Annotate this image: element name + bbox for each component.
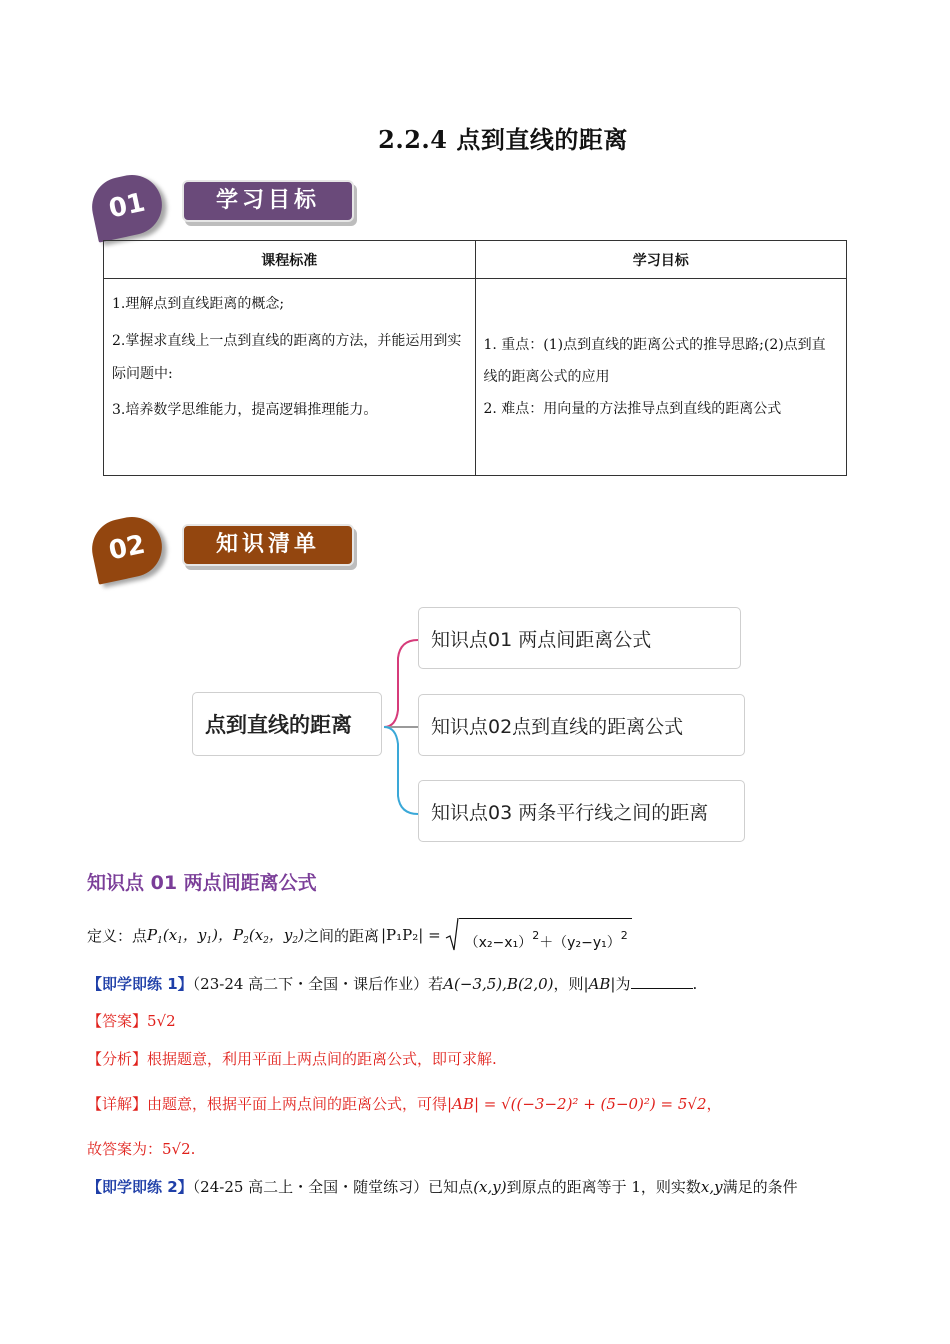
goals-cell: [475, 279, 847, 476]
standard-item: 1.理解点到直线距离的概念;: [112, 296, 285, 312]
table-header-goals: 学习目标: [475, 241, 847, 279]
practice-text: ，则: [553, 975, 584, 993]
definition-middle: 之间的距离: [303, 926, 379, 945]
section-label-badge: 知识清单: [182, 524, 354, 566]
answer-line: [87, 1010, 176, 1031]
section-label-badge: 学习目标: [182, 180, 354, 222]
page-title: 2.2.4 点到直线的距离: [378, 125, 628, 154]
answer-tag: 【答案】: [87, 1012, 148, 1030]
analysis-tag: 【分析】: [87, 1050, 148, 1068]
analysis-line: [87, 1048, 497, 1069]
practice-text: 满足的条件: [722, 1178, 798, 1196]
standard-item: 2.掌握求直线上一点到直线的距离的方法，并能运用到实际问题中:: [112, 333, 462, 382]
practice-source: （23-24 高二下・全国・课后作业）若: [192, 975, 444, 993]
practice-tag: 【即学即练 1】: [87, 975, 193, 993]
practice-text: 为: [615, 975, 631, 993]
mind-map-root: 点到直线的距离: [192, 692, 382, 756]
analysis-text: 根据题意，利用平面上两点间的距离公式，即可求解.: [147, 1050, 497, 1068]
radicand-part-b: ＋（y₂−y₁）: [539, 935, 621, 951]
practice-point: (x,y): [473, 1178, 507, 1196]
practice-1: [87, 973, 697, 994]
detail-formula: |AB| = √((−3−2)² + (5−0)²) = 5√2: [447, 1095, 707, 1113]
detail-line: [87, 1093, 722, 1114]
connector-branch-3: [384, 727, 418, 814]
standards-cell: [104, 279, 476, 476]
connector-branch-1: [384, 640, 418, 727]
standard-item: 3.培养数学思维能力，提高逻辑推理能力。: [112, 402, 378, 418]
practice-vars: x,y: [700, 1178, 723, 1196]
exponent: 2: [620, 929, 628, 942]
section-number-badge: 01: [87, 169, 168, 242]
practice-text: （24-25 高二上・全国・随堂练习）已知点: [192, 1178, 474, 1196]
definition-prefix: 定义：点: [87, 926, 148, 945]
conclusion-line: 故答案为：5√2.: [87, 1140, 196, 1158]
mind-map-branch: 知识点03 两条平行线之间的距离: [418, 780, 745, 842]
mind-map-branch: 知识点01 两点间距离公式: [418, 607, 741, 669]
objectives-table: [103, 240, 847, 476]
detail-text: 由题意，根据平面上两点间的距离公式，可得: [147, 1095, 448, 1113]
detail-end: ，: [706, 1095, 722, 1113]
goal-item: 1. 重点：(1)点到直线的距离公式的推导思路;(2)点到直线的距离公式的应用: [483, 337, 826, 385]
distance-lhs: |P₁P₂| =: [381, 926, 441, 944]
practice-text: 到原点的距离等于 1，则实数: [506, 1178, 701, 1196]
practice-ab: |AB|: [583, 975, 616, 993]
goal-item: 2. 难点：用向量的方法推导点到直线的距离公式: [483, 401, 782, 417]
answer-value: 5√2: [147, 1012, 176, 1030]
point-p1: $P_1(x_1$，$y_1$)，$P_2(x_2$，$y_2$): [147, 926, 304, 946]
distance-sqrt: [445, 918, 632, 952]
practice-2: [87, 1176, 798, 1197]
practice-points: A(−3,5),B(2,0): [443, 975, 554, 993]
definition-line: [87, 918, 632, 952]
practice-text: .: [692, 975, 698, 993]
practice-tag: 【即学即练 2】: [87, 1178, 193, 1196]
radicand-part-a: （x₂−x₁）: [464, 935, 533, 951]
mind-map-branch: 知识点02点到直线的距离公式: [418, 694, 745, 756]
detail-tag: 【详解】: [87, 1095, 148, 1113]
knowledge-point-heading: 知识点 01 两点间距离公式: [87, 872, 317, 894]
answer-blank: [631, 988, 693, 989]
sqrt-icon: [445, 918, 459, 952]
exponent: 2: [532, 929, 540, 942]
table-header-standard: 课程标准: [104, 241, 476, 279]
section-number-badge: 02: [87, 511, 168, 584]
